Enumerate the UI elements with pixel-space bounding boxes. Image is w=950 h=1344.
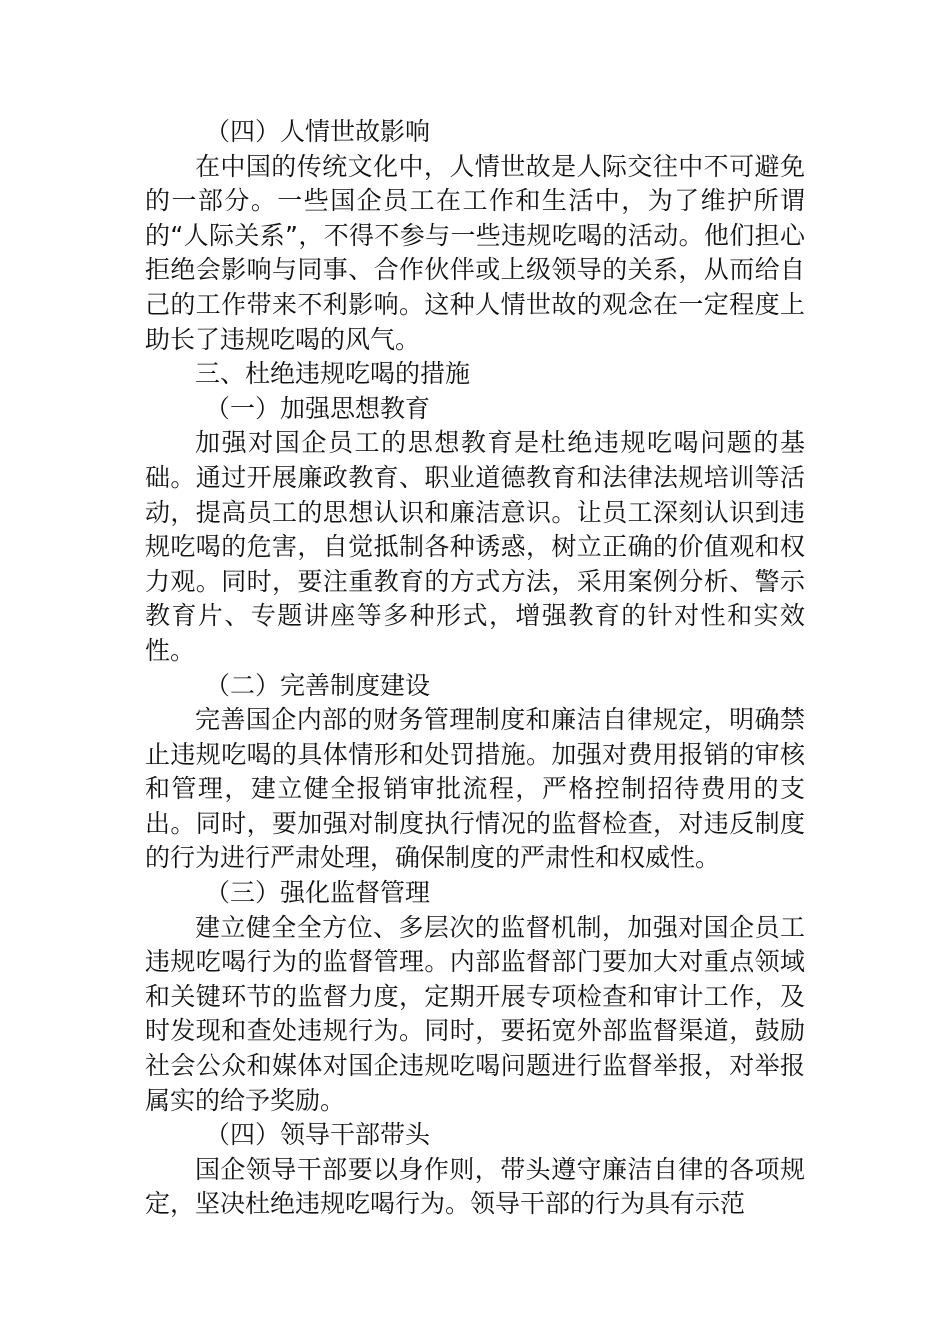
section-subheading: （四）人情世故影响 [205, 117, 431, 146]
body-paragraph: 国企领导干部要以身作则，带头遵守廉洁自律的各项规定，坚决杜绝违规吃喝行为。领导干部的行为具有示范 [145, 1154, 805, 1219]
section-subheading: （二）完善制度建设 [205, 670, 431, 700]
section-subheading: （四）领导干部带头 [205, 1120, 431, 1150]
body-paragraph: 建立健全全方位、多层次的监督机制，加强对国企员工违规吃喝行为的监督管理。内部监督部门要加大对重点领域和关键环节的监督力度，定期开展专项检查和审计工作，及时发现和查处违规行为。同时，要拓宽外部监督渠道，鼓励社会公众和媒体对国企违规吃喝问题进行监督举报，对举报属实的给予奖励。 [145, 912, 805, 1115]
body-paragraph: 在中国的传统文化中，人情世故是人际交往中不可避免的一部分。一些国企员工在工作和生活中，为了维护所谓的“人际关系”，不得不参与一些违规吃喝的活动。他们担心拒绝会影响与同事、合作伙伴或上级领导的关系，从而给自己的工作带来不利影响。这种人情世故的观念在一定程度上助长了违规吃喝的风气。 [145, 151, 805, 354]
section-subheading: （一）加强思想教育 [205, 393, 431, 423]
body-paragraph: 完善国企内部的财务管理制度和廉洁自律规定，明确禁止违规吃喝的具体情形和处罚措施。加强对费用报销的审核和管理，建立健全报销审批流程，严格控制招待费用的支出。同时，要加强对制度执行情况的监督检查，对违反制度的行为进行严肃处理，确保制度的严肃性和权威性。 [145, 705, 805, 873]
body-paragraph: 加强对国企员工的思想教育是杜绝违规吃喝问题的基础。通过开展廉政教育、职业道德教育和法律法规培训等活动，提高员工的思想认识和廉洁意识。让员工深刻认识到违规吃喝的危害，自觉抵制各种诱惑，树立正确的价值观和权力观。同时，要注重教育的方式方法，采用案例分析、警示教育片、专题讲座等多种形式，增强教育的针对性和实效性。 [145, 428, 805, 665]
document-body [145, 115, 805, 1222]
section-heading: 三、杜绝违规吃喝的措施 [195, 359, 471, 389]
section-subheading: （三）强化监督管理 [205, 878, 431, 908]
